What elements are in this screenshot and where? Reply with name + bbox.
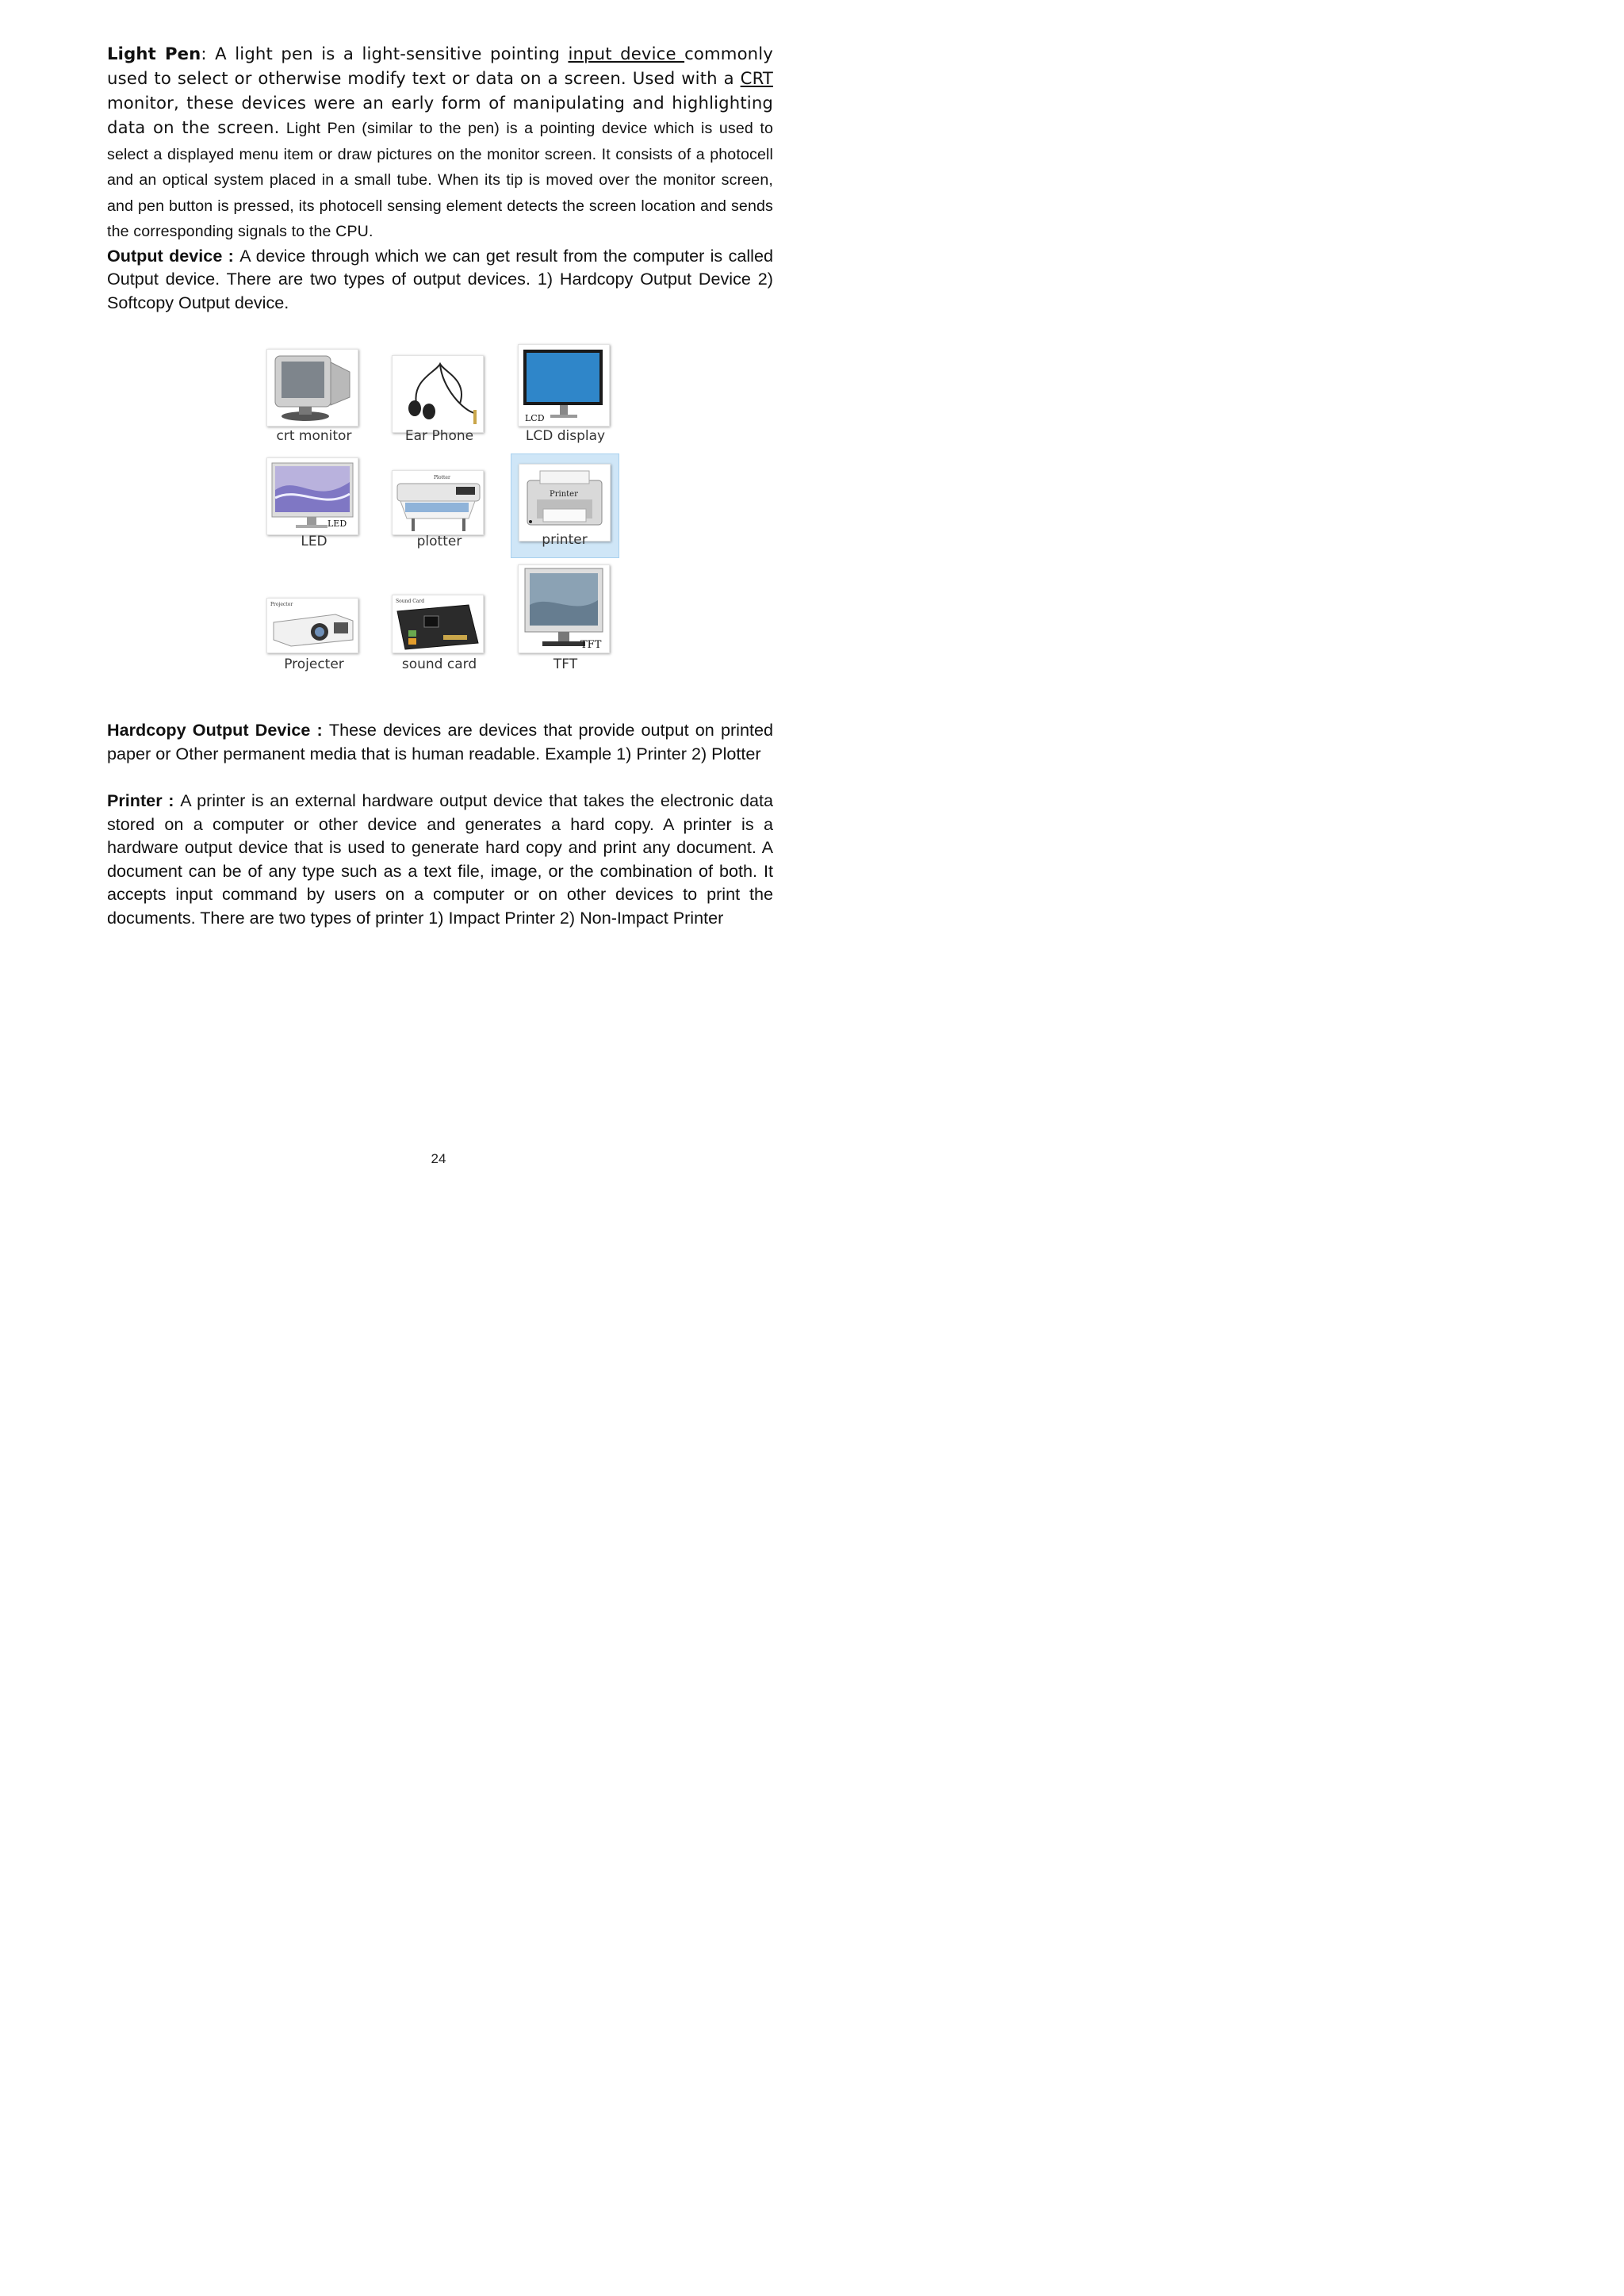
device-caption: TFT (553, 656, 578, 672)
input-device-link[interactable]: input device (568, 44, 685, 63)
printer-tag: Printer (550, 490, 578, 499)
crt-link[interactable]: CRT (740, 68, 773, 88)
device-caption: crt monitor (276, 428, 352, 444)
hardcopy-paragraph: Hardcopy Output Device : These devices are devices that provide output on printed paper or Other permanent media that is human readable. Example 1) Printer 2) Plotter (107, 720, 773, 763)
device-caption: plotter (416, 534, 462, 549)
device-tile-projector (264, 579, 367, 682)
device-tile-tft (515, 561, 619, 682)
device-tile-crt-monitor (264, 341, 367, 452)
device-tile-sound-card (389, 579, 492, 682)
tft-tag: TFT (580, 639, 602, 651)
document-page (0, 0, 877, 1238)
projector-tag: Projector (270, 602, 293, 607)
projector-icon (266, 598, 358, 653)
device-tile-lcd-display (515, 341, 619, 452)
printer-section (107, 789, 773, 929)
sound-card-icon (392, 595, 484, 653)
plotter-tag: Plotter (434, 475, 450, 480)
device-caption: printer (542, 532, 588, 548)
device-caption: sound card (401, 656, 477, 672)
device-tile-printer[interactable] (511, 453, 619, 558)
plotter-icon (392, 470, 484, 535)
device-caption: LED (301, 534, 327, 549)
hardcopy-section (107, 718, 773, 765)
light-pen-description: Light Pen (similar to the pen) is a pointing device which is used to select a displayed menu item or draw pictures on the monitor screen. It consists of a photocell and an optical system placed in a small tube. When its tip is moved over the monitor screen, and pen button is pressed, its photocell sensing element detects the screen location and sends the corresponding signals to the CPU. (107, 120, 774, 240)
light-pen-section (107, 41, 773, 314)
hardcopy-heading: Hardcopy Output Device : (107, 720, 329, 740)
device-tile-earphone (389, 341, 492, 452)
page-number: 24 (431, 1151, 446, 1166)
light-pen-heading: Light Pen (107, 44, 201, 63)
light-pen-paragraph: Light Pen: A light pen is a light-sensitive pointing input device commonly used to select or otherwise modify text or data on a screen. Used with a CRT monitor, these devices were an early form of manipulating and highlighting data on the screen. Light Pen (similar to the pen) is a pointing device which is used to select a displayed menu item or draw pictures on the monitor screen. It consists of a photocell and an optical system placed in a small tube. When its tip is moved over the monitor screen, and pen button is pressed, its photocell sensing element detects the screen location and sends the corresponding signals to the CPU. (107, 44, 774, 240)
tft-monitor-icon (518, 564, 610, 653)
output-device-paragraph: Output device : A device through which we can get result from the computer is called Output device. There are two types of output devices. 1) Hardcopy Output Device 2) Softcopy Output device. (107, 245, 774, 312)
device-caption: Projecter (284, 656, 344, 672)
device-tile-plotter (389, 456, 492, 559)
sound-card-tag: Sound Card (396, 599, 425, 604)
device-caption: LCD display (525, 428, 606, 444)
led-tag: LED (327, 519, 347, 529)
earphone-icon (392, 355, 484, 433)
lcd-display-icon (518, 344, 610, 427)
device-tile-led (264, 456, 367, 559)
crt-monitor-icon (266, 349, 358, 427)
printer-paragraph: Printer : A printer is an external hardware output device that takes the electronic data stored on a computer or other device and generates a hard copy. A printer is a hardware output device that is used to generate hard copy and print any document. A document can be of any type such as a text file, image, or the combination of both. It accepts input command by users on a computer or on other devices to print the documents. There are two types of printer 1) Impact Printer 2) Non-Impact Printer (107, 790, 773, 928)
printer-icon (519, 464, 611, 541)
device-caption: Ear Phone (404, 428, 474, 444)
output-device-heading: Output device : (107, 245, 240, 266)
led-monitor-icon (266, 457, 358, 535)
printer-heading: Printer : (107, 790, 181, 810)
lcd-tag: LCD (525, 413, 545, 423)
output-devices-figure (264, 341, 622, 683)
